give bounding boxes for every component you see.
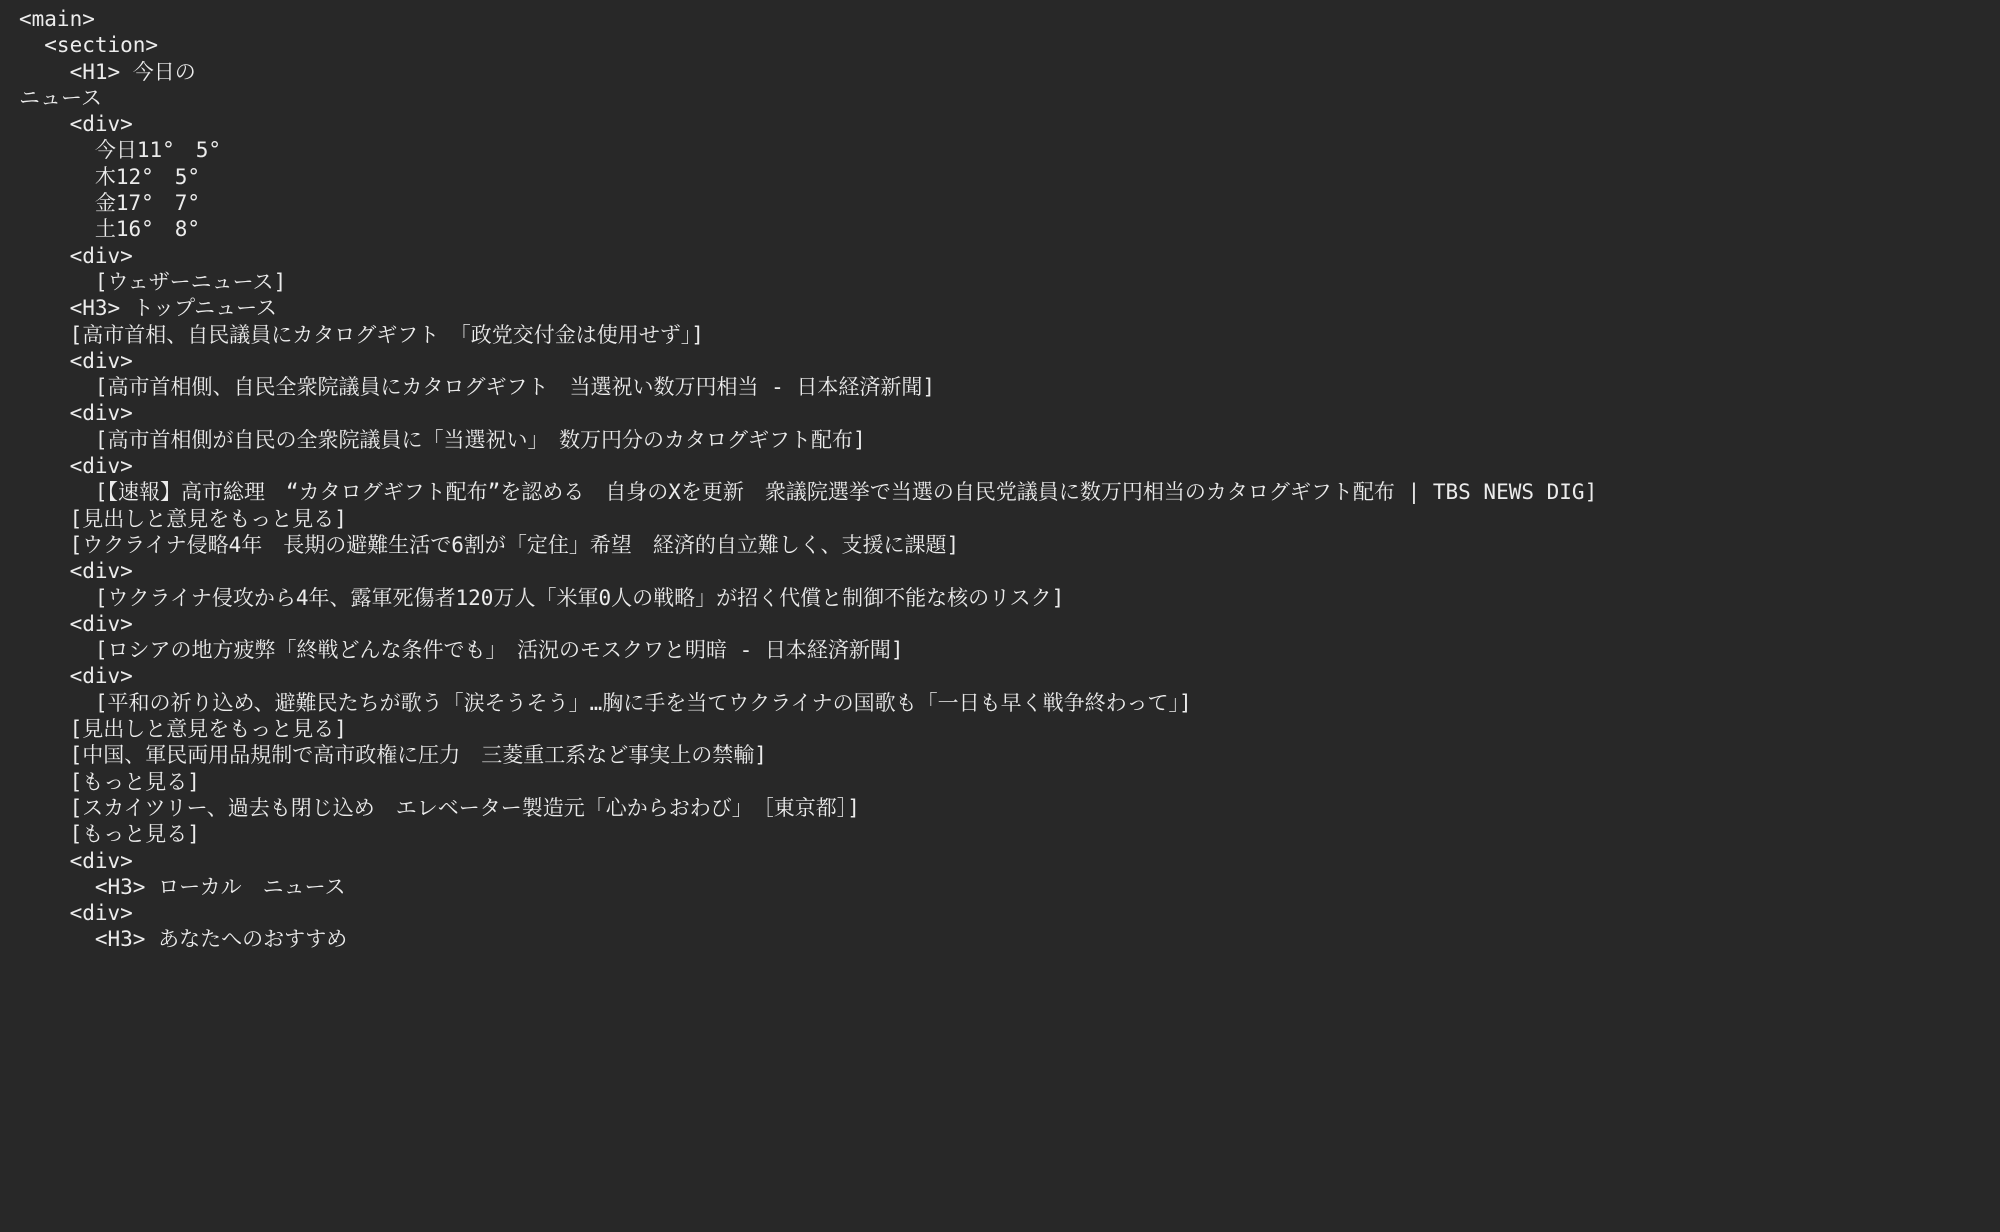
tree-line-tag: <section> [19, 33, 159, 58]
tree-line-text: ニュース [19, 85, 102, 110]
tree-line-tag: <div> [19, 454, 133, 479]
tree-line-heading: <H3> ローカル ニュース [19, 874, 346, 899]
tree-line-tag: <div> [19, 348, 133, 373]
tree-line-link: [ウクライナ侵略4年 長期の避難生活で6割が「定住」希望 経済的自立難しく、支援に課題] [19, 532, 960, 557]
tree-line-heading: <H1> 今日の [19, 59, 196, 84]
tree-line-link: [ウクライナ侵攻から4年、露軍死傷者120万人「米軍0人の戦略」が招く代償と制御不能な核のリスク] [19, 585, 1065, 610]
tree-line-link: [見出しと意見をもっと見る] [19, 506, 347, 531]
tree-line-tag: <div> [19, 559, 133, 584]
tree-line-link: [平和の祈り込め、避難民たちが歌う「涙そうそう」…胸に手を当てウクライナの国歌も「一日も早く戦争終わって」] [19, 690, 1192, 715]
tree-line-tag: <div> [19, 848, 133, 873]
tree-line-link: [高市首相側が自民の全衆院議員に「当選祝い」 数万円分のカタログギフト配布] [19, 427, 866, 452]
tree-line-tag: <div> [19, 611, 133, 636]
tree-line-text: 木12° 5° [19, 164, 201, 189]
tree-line-text: 金17° 7° [19, 191, 201, 216]
tree-line-link: [スカイツリー、過去も閉じ込め エレベーター製造元「心からおわび」 ［東京都］] [19, 795, 860, 820]
tree-line-link: [ウェザーニュース] [19, 269, 287, 294]
tree-line-link: [もっと見る] [19, 769, 200, 794]
tree-line-tag: <div> [19, 901, 133, 926]
tree-line-heading: <H3> トップニュース [19, 296, 278, 321]
tree-line-text: 土16° 8° [19, 217, 201, 242]
tree-line-link: [高市首相側、自民全衆院議員にカタログギフト 当選祝い数万円相当 - 日本経済新聞] [19, 375, 936, 400]
tree-line-tag: <div> [19, 243, 133, 268]
tree-line-tag: <div> [19, 112, 133, 137]
tree-line-text: 今日11° 5° [19, 138, 222, 163]
tree-line-link: [高市首相、自民議員にカタログギフト 「政党交付金は使用せず」] [19, 322, 704, 347]
tree-line-link: [中国、軍民両用品規制で高市政権に圧力 三菱重工系など事実上の禁輸] [19, 743, 767, 768]
tree-line-tag: <div> [19, 401, 133, 426]
tree-line-link: [見出しと意見をもっと見る] [19, 717, 347, 742]
tree-line-tag: <main> [19, 7, 95, 31]
tree-line-link: [【速報】高市総理 “カタログギフト配布”を認める 自身のXを更新 衆議院選挙で当選の自民党議員に数万円相当のカタログギフト配布 | TBS NEWS DIG] [19, 480, 1598, 505]
tree-line-tag: <div> [19, 664, 133, 689]
tree-line-heading: <H3> あなたへのおすすめ [19, 927, 348, 952]
tree-line-link: [もっと見る] [19, 822, 200, 847]
tree-line-link: [ロシアの地方疲弊「終戦どんな条件でも」 活況のモスクワと明暗 - 日本経済新聞] [19, 638, 904, 663]
